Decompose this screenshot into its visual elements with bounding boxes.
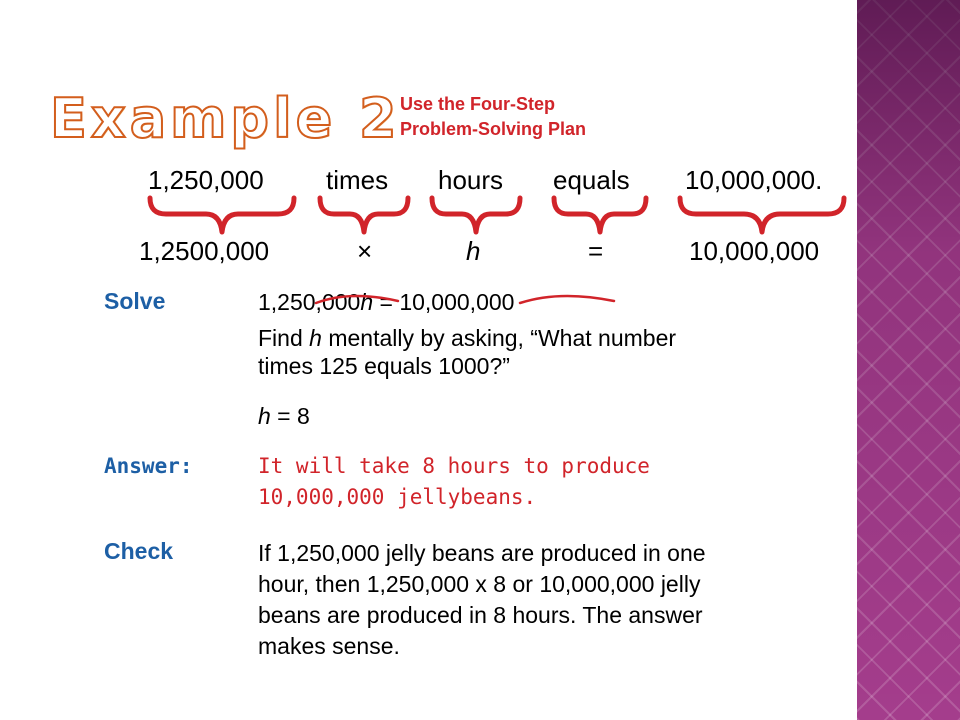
solve-equation (258, 288, 514, 316)
slide-title: Example 2 (50, 87, 401, 150)
check-line-1: If 1,250,000 jelly beans are produced in one (258, 540, 706, 566)
check-label: Check (104, 538, 174, 564)
find-line2: times 125 equals 1000?” (258, 353, 510, 379)
answer-line-1: It will take 8 hours to produce (258, 454, 650, 478)
brace-4 (554, 198, 646, 232)
answer-line-2: 10,000,000 jellybeans. (258, 485, 537, 509)
solve-find-text (258, 324, 676, 380)
word-10000000: 10,000,000. (685, 165, 823, 195)
solve-label: Solve (104, 288, 166, 314)
eq-right-value: 10,000,000 (689, 236, 820, 266)
word-hours: hours (438, 165, 504, 195)
subtitle (400, 92, 586, 142)
word-1250000: 1,250,000 (148, 165, 264, 195)
answer-label: Answer: (104, 454, 193, 478)
solve-eq-var: h (360, 289, 374, 315)
result-rest: = 8 (270, 403, 310, 429)
find-var: h (309, 325, 322, 351)
eq-times-sign: × (357, 236, 373, 266)
word-times: times (326, 165, 389, 195)
brace-5 (680, 198, 844, 232)
brace-2 (320, 198, 408, 232)
check-line-2: hour, then 1,250,000 x 8 or 10,000,000 jelly (258, 571, 701, 597)
solve-eq-left: 1,250,000 (258, 289, 361, 315)
eq-variable-h: h (466, 236, 481, 266)
solve-result (258, 402, 310, 430)
check-text (258, 538, 898, 662)
word-equals: equals (553, 165, 630, 195)
check-line-4: makes sense. (258, 633, 400, 659)
answer-text (258, 451, 650, 513)
brace-1 (150, 198, 294, 232)
find-line1-rest: mentally by asking, “What number (321, 325, 677, 351)
result-var: h (258, 403, 271, 429)
strike-right (520, 296, 614, 303)
eq-equals-sign: = (588, 236, 604, 266)
brace-3 (432, 198, 520, 232)
find-prefix: Find (258, 325, 310, 351)
subtitle-line-2: Problem-Solving Plan (400, 119, 587, 139)
subtitle-line-1: Use the Four-Step (400, 94, 556, 114)
solve-eq-rest: = 10,000,000 (373, 289, 515, 315)
eq-left-value: 1,2500,000 (139, 236, 270, 266)
check-line-3: beans are produced in 8 hours. The answer (258, 602, 703, 628)
